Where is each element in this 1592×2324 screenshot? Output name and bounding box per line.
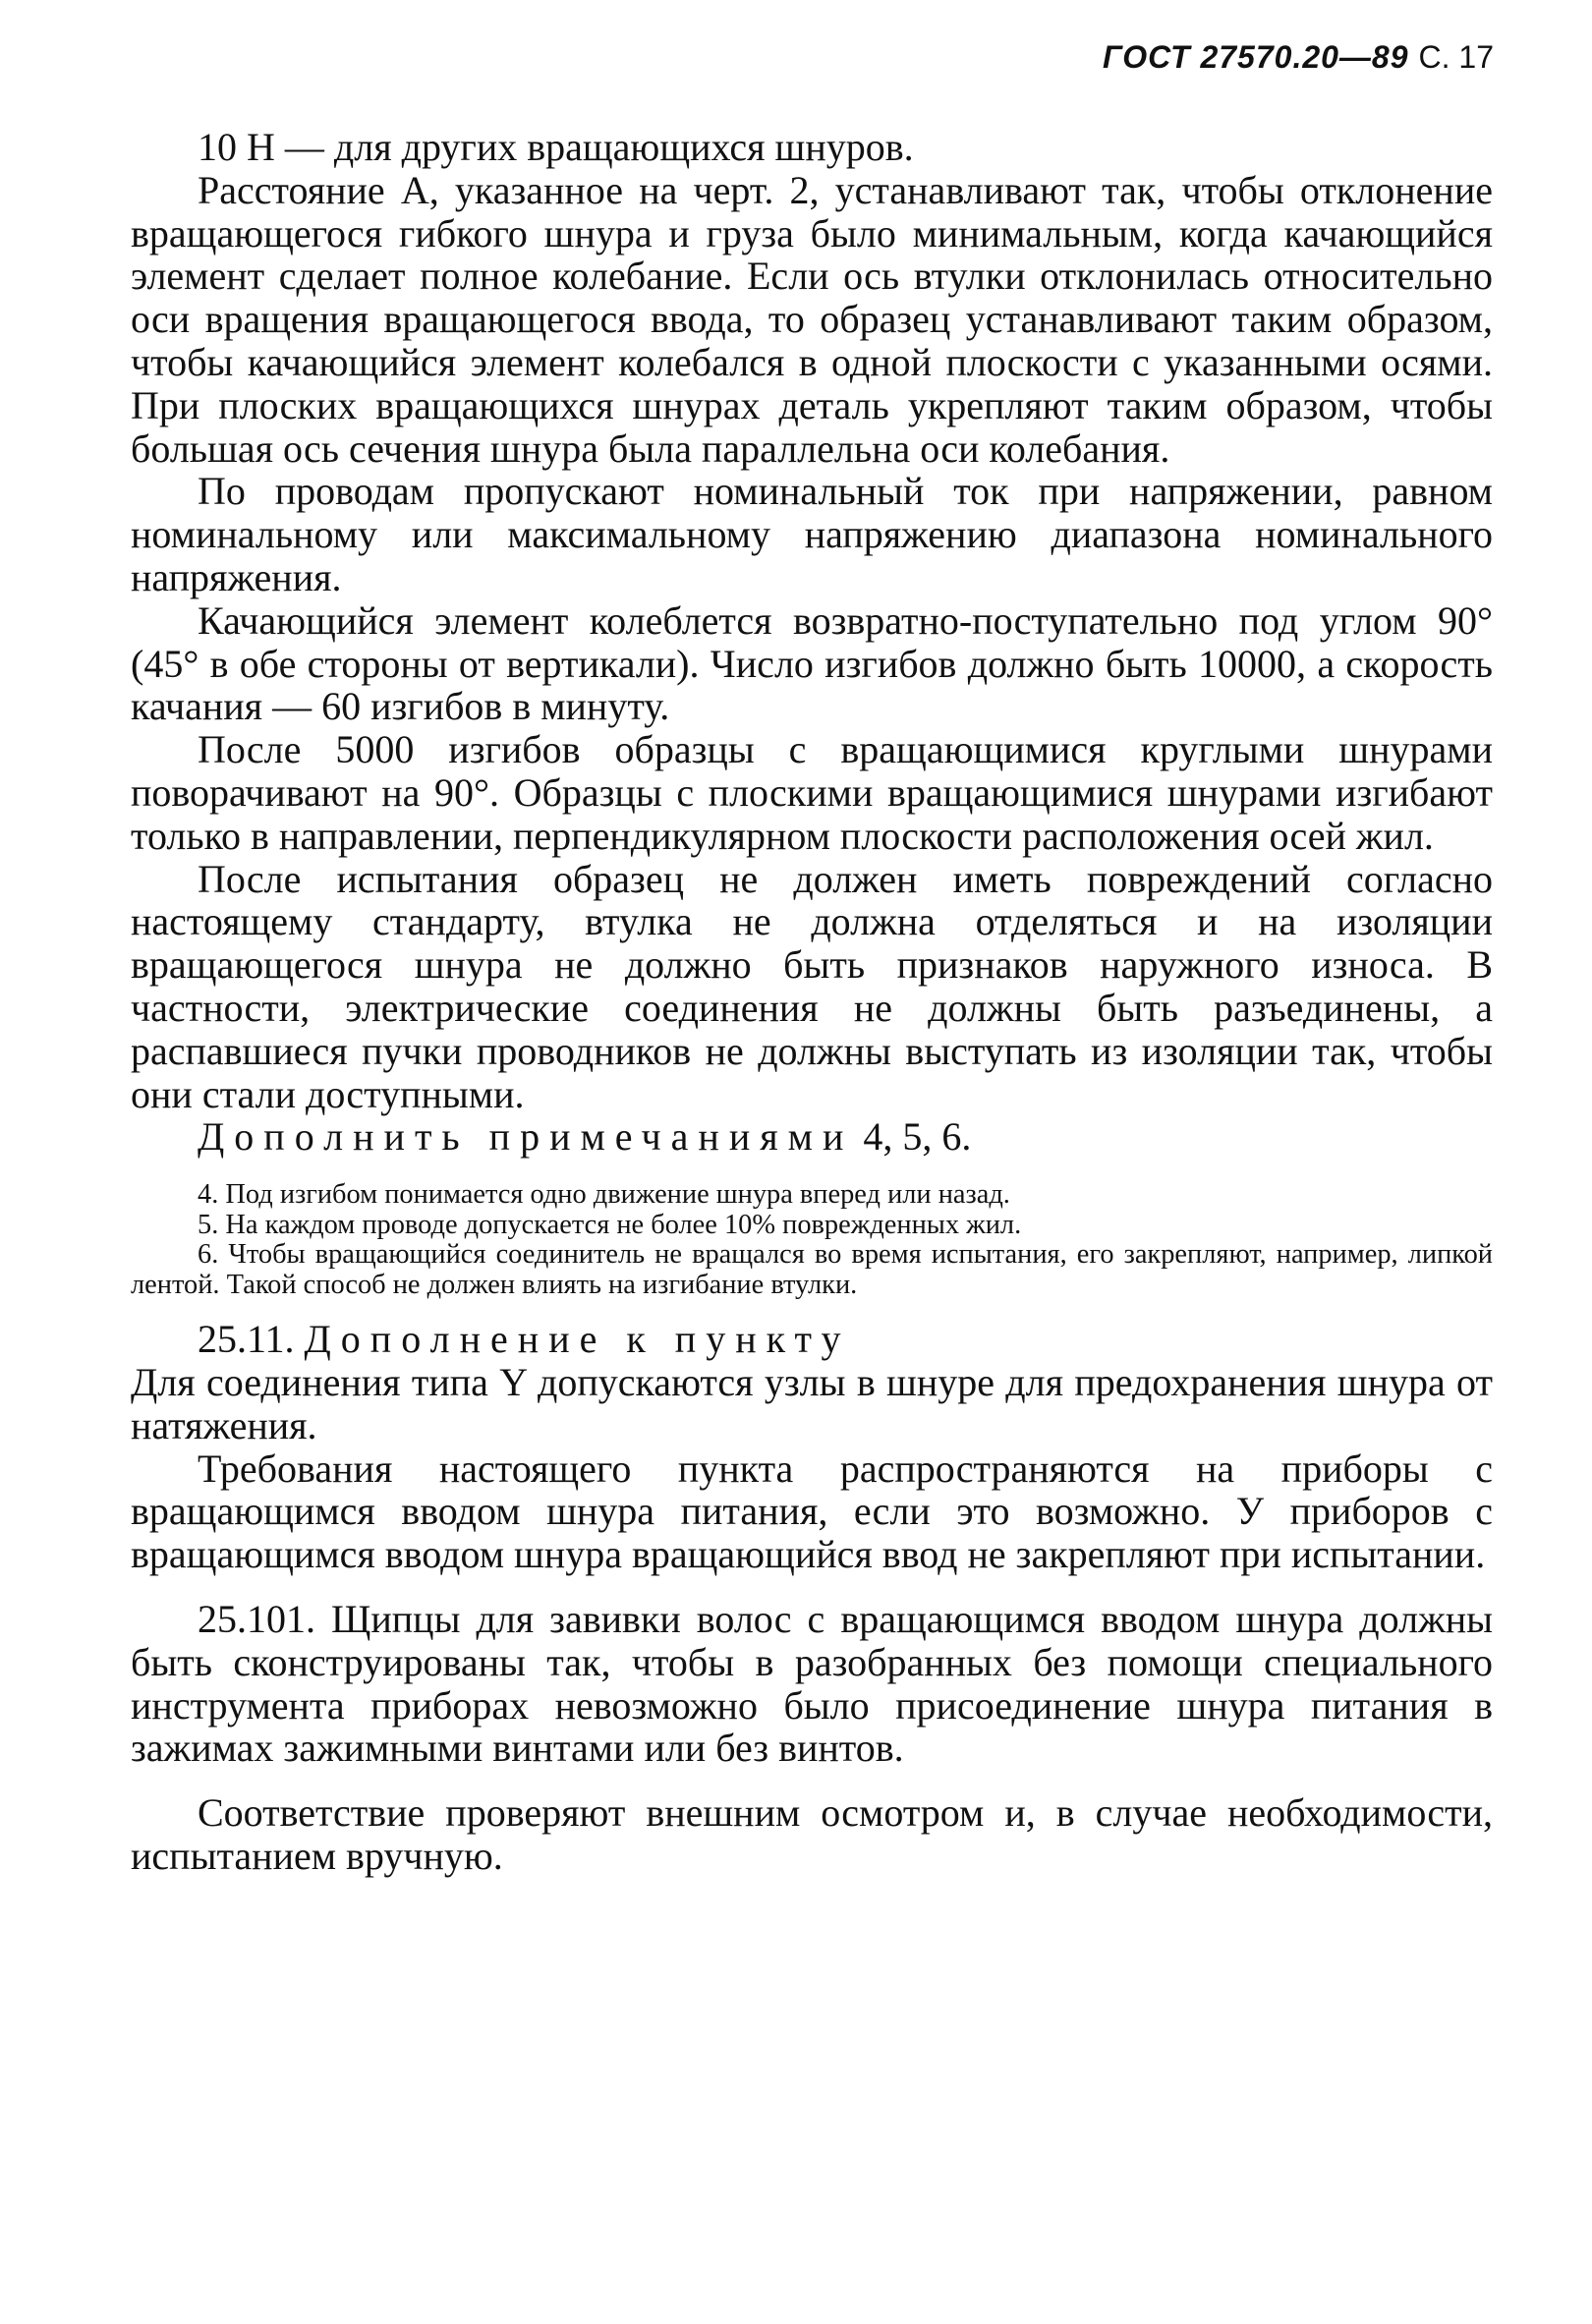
paragraph-rotation: После 5000 изгибов образцы с вращающимися круглыми шнурами поворачивают на 90°. Образцы с плоскими вращающимися шнурами изгибают только в направлении, перпендикулярном плоскости расположения осей жил.: [131, 727, 1493, 858]
paragraph-compliance: Соответствие проверяют внешним осмотром и, в случае необходимости, испытанием вручную.: [131, 1790, 1493, 1878]
paragraph-force: 10 Н — для других вращающихся шнуров.: [198, 125, 914, 169]
note-4: 4. Под изгибом понимается одно движение шнура вперед или назад.: [198, 1179, 1010, 1211]
paragraph-requirements: Требования настоящего пункта распространяются на приборы с вращающимся вводом шнура питания, если это возможно. У приборов с вращающимся вводом шнура вращающийся ввод не закрепляют при испытании.: [131, 1445, 1493, 1577]
note-6: 6. Чтобы вращающийся соединитель не вращался во время испытания, его закрепляют, например, липкой лентой. Такой способ не должен влиять на изгибание втулки.: [131, 1239, 1493, 1300]
add-notes-tail: 4, 5, 6.: [853, 1114, 972, 1160]
section-25-101: 25.101. Щипцы для завивки волос с вращающимся вводом шнура должны быть сконструированы так, чтобы в разобранных без помощи специального инструмента приборах невозможно было присоединение шнура питания в зажимах зажимными винтами или без винтов.: [131, 1596, 1493, 1771]
paragraph-current: По проводам пропускают номинальный ток при напряжении, равном номинальному или максимальному напряжению диапазона номинального напряжения.: [131, 469, 1493, 599]
section-25-11-heading: [131, 1318, 1493, 1361]
page-header: [1103, 39, 1494, 76]
paragraph-distance-a: Расстояние А, указанное на черт. 2, устанавливают так, чтобы отклонение вращающегося гибкого шнура и груза было минимальным, когда качающийся элемент сделает полное колебание. Если ось втулки отклонилась относительно оси вращения вращающегося ввода, то образец устанавливают таким образом, чтобы качающийся элемент колебался в одной плоскости с указанными осями. При плоских вращающихся шнурах деталь укрепляют таким образом, чтобы большая ось сечения шнура была параллельна оси колебания.: [131, 167, 1493, 471]
add-notes-spaced-text: Дополнить примечаниями: [198, 1114, 854, 1160]
paragraph-y-connection: Для соединения типа Y допускаются узлы в шнуре для предохранения шнура от натяжения.: [131, 1359, 1493, 1447]
paragraph-oscillation: Качающийся элемент колеблется возвратно-поступательно под углом 90° (45° в обе стороны от вертикали). Число изгибов должно быть 10000, а скорость качания — 60 изгибов в минуту.: [131, 597, 1493, 729]
note-5: 5. На каждом проводе допускается не более 10% поврежденных жил.: [198, 1209, 1022, 1240]
document-body: [131, 126, 1493, 1878]
standard-number: ГОСТ 27570.20—89: [1103, 39, 1409, 75]
paragraph-add-notes: [131, 1115, 1493, 1159]
section-25-11-number: 25.11.: [198, 1317, 305, 1362]
page-number: С. 17: [1418, 39, 1494, 75]
section-25-11-title: Дополнение к пункту: [304, 1317, 851, 1362]
paragraph-after-test: После испытания образец не должен иметь повреждений согласно настоящему стандарту, втулка не должна отделяться и на изоляции вращающегося шнура не должно быть признаков наружного износа. В частности, электрические соединения не должны быть разъединены, а распавшиеся пучки проводников не должны выступать из изоляции так, чтобы они стали доступными.: [131, 856, 1493, 1116]
